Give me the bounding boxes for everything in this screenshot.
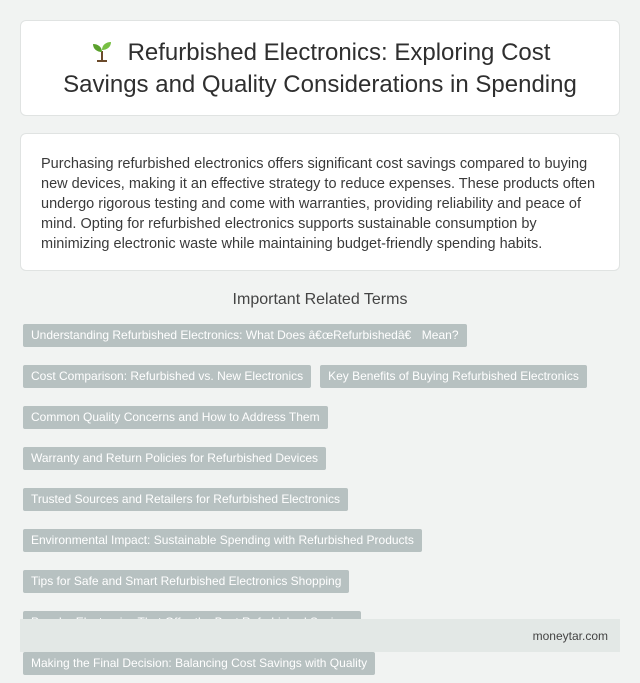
footer-site-link[interactable]: moneytar.com bbox=[532, 628, 608, 643]
related-term-tag[interactable]: Making the Final Decision: Balancing Cost Savings with Quality bbox=[23, 652, 375, 675]
page-title bbox=[45, 38, 595, 99]
intro-card bbox=[20, 133, 620, 271]
related-terms-heading: Important Related Terms bbox=[232, 291, 408, 308]
title-card bbox=[20, 20, 620, 116]
footer bbox=[20, 619, 620, 652]
seedling-icon bbox=[90, 39, 114, 70]
related-term-tag[interactable]: Environmental Impact: Sustainable Spending with Refurbished Products bbox=[23, 529, 422, 552]
related-term-tag[interactable]: Cost Comparison: Refurbished vs. New Electronics bbox=[23, 365, 311, 388]
related-term-tag[interactable]: Trusted Sources and Retailers for Refurbished Electronics bbox=[23, 488, 348, 511]
related-term-tag[interactable]: Key Benefits of Buying Refurbished Electronics bbox=[320, 365, 587, 388]
related-term-tag[interactable]: Tips for Safe and Smart Refurbished Electronics Shopping bbox=[23, 570, 349, 593]
related-term-tag[interactable]: Common Quality Concerns and How to Address Them bbox=[23, 406, 328, 429]
related-term-tag[interactable]: Understanding Refurbished Electronics: What Does â€œRefurbishedâ€ Mean? bbox=[23, 324, 467, 347]
intro-text: Purchasing refurbished electronics offers significant cost savings compared to buying new devices, making it an effective strategy to reduce expenses. These products often undergo rigorous testing and come with warranties, providing reliability and peace of mind. Opting for refurbished electronics supports sustainable consumption by minimizing electronic waste while maintaining budget-friendly spending habits. bbox=[41, 156, 596, 252]
related-term-tag[interactable]: Warranty and Return Policies for Refurbished Devices bbox=[23, 447, 326, 470]
page-title-text: Refurbished Electronics: Exploring Cost Savings and Quality Considerations in Spending bbox=[63, 38, 577, 98]
